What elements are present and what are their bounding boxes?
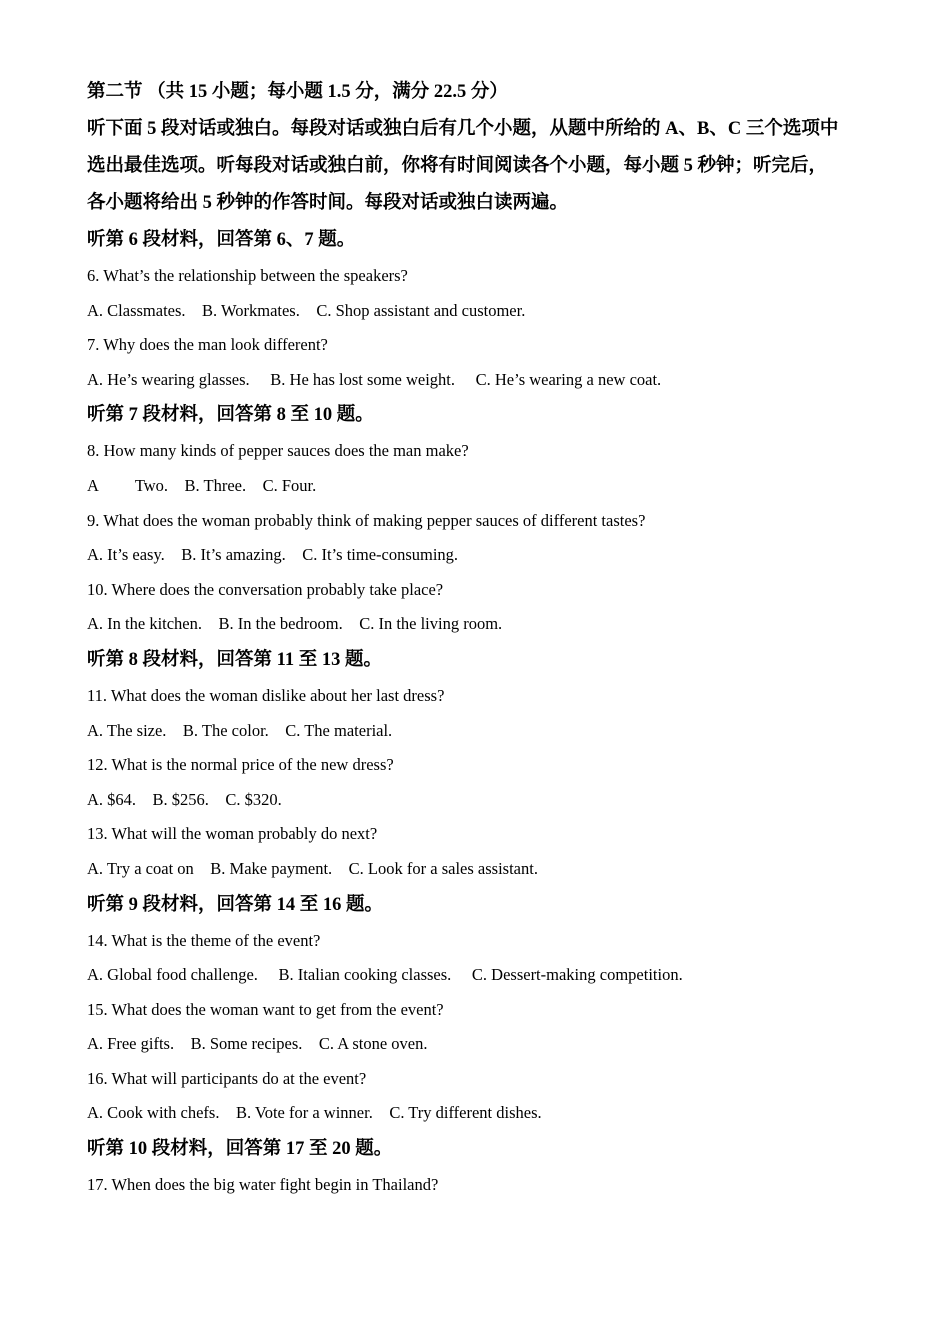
options-6: A. Classmates. B. Workmates. C. Shop assistant and customer. bbox=[87, 300, 526, 320]
block-heading: 听第 8 段材料，回答第 11 至 13 题。 bbox=[87, 649, 382, 670]
question-11: 11. What does the woman dislike about her last dress? bbox=[87, 685, 445, 705]
question-16: 16. What will participants do at the event? bbox=[87, 1068, 367, 1088]
instructions-line-1: 听下面 5 段对话或独白。每段对话或独白后有几个小题，从题中所给的 A、B、C 三个选项中 bbox=[87, 119, 839, 139]
question-9: 9. What does the woman probably think of making pepper sauces of different tastes? bbox=[87, 510, 646, 530]
options-15: A. Free gifts. B. Some recipes. C. A stone oven. bbox=[87, 1034, 428, 1054]
block-heading: 听第 7 段材料，回答第 8 至 10 题。 bbox=[87, 405, 374, 426]
question-8: 8. How many kinds of pepper sauces does the man make? bbox=[87, 441, 469, 461]
options-8: A Two. B. Three. C. Four. bbox=[87, 475, 317, 495]
options-16: A. Cook with chefs. B. Vote for a winner. C. Try different dishes. bbox=[87, 1103, 542, 1123]
listening-block-7 bbox=[87, 397, 877, 642]
options-9: A. It’s easy. B. It’s amazing. C. It’s time-consuming. bbox=[87, 545, 459, 565]
options-14: A. Global food challenge. B. Italian cooking classes. C. Dessert-making competition. bbox=[87, 965, 683, 985]
options-10: A. In the kitchen. B. In the bedroom. C. In the living room. bbox=[87, 614, 503, 634]
options-7: A. He’s wearing glasses. B. He has lost some weight. C. He’s wearing a new coat. bbox=[87, 369, 662, 389]
instructions-line-2: 选出最佳选项。听每段对话或独白前，你将有时间阅读各个小题，每小题 5 秒钟；听完后， bbox=[87, 156, 828, 176]
question-12: 12. What is the normal price of the new dress? bbox=[87, 755, 394, 775]
options-12: A. $64. B. $256. C. $320. bbox=[87, 789, 282, 809]
question-13: 13. What will the woman probably do next? bbox=[87, 824, 378, 844]
instructions-line-3: 各小题将给出 5 秒钟的作答时间。每段对话或独白读两遍。 bbox=[87, 193, 569, 213]
listening-block-9 bbox=[87, 887, 877, 1132]
listening-block-6 bbox=[87, 222, 877, 397]
question-6: 6. What’s the relationship between the speakers? bbox=[87, 266, 408, 285]
question-7: 7. Why does the man look different? bbox=[87, 335, 328, 355]
question-14: 14. What is the theme of the event? bbox=[87, 930, 321, 950]
section-title: 第二节 （共 15 小题；每小题 1.5 分，满分 22.5 分） bbox=[87, 82, 508, 102]
block-heading: 听第 10 段材料，回答第 17 至 20 题。 bbox=[87, 1139, 393, 1160]
question-15: 15. What does the woman want to get from the event? bbox=[87, 999, 444, 1019]
block-heading: 听第 9 段材料，回答第 14 至 16 题。 bbox=[87, 894, 384, 915]
question-17: 17. When does the big water fight begin in Thailand? bbox=[87, 1175, 439, 1195]
question-10: 10. Where does the conversation probably take place? bbox=[87, 579, 444, 599]
document-page bbox=[87, 74, 877, 1203]
listening-block-8 bbox=[87, 642, 877, 887]
block-heading: 听第 6 段材料，回答第 6、7 题。 bbox=[87, 230, 356, 250]
listening-block-10 bbox=[87, 1131, 877, 1203]
options-11: A. The size. B. The color. C. The material. bbox=[87, 720, 393, 740]
options-13: A. Try a coat on B. Make payment. C. Look for a sales assistant. bbox=[87, 858, 538, 878]
